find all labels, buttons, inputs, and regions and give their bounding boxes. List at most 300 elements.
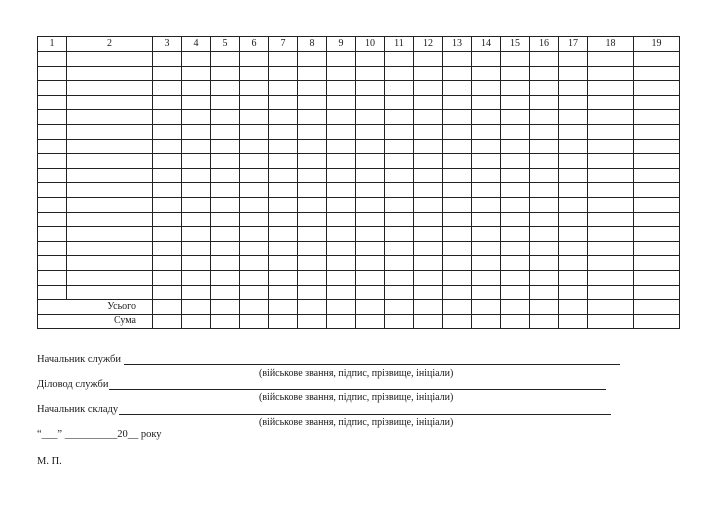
table-cell — [240, 314, 269, 329]
table-cell — [356, 81, 385, 96]
table-cell — [443, 66, 472, 81]
table-cell — [559, 124, 588, 139]
table-cell — [38, 285, 67, 300]
table-cell — [634, 124, 680, 139]
table-cell — [327, 66, 356, 81]
table-cell — [472, 168, 501, 183]
table-cell — [530, 285, 559, 300]
table-cell — [153, 227, 182, 242]
table-cell — [414, 168, 443, 183]
table-cell — [153, 154, 182, 169]
table-cell — [38, 110, 67, 125]
table-cell — [269, 168, 298, 183]
table-cell — [472, 124, 501, 139]
table-cell — [38, 95, 67, 110]
table-row — [38, 66, 680, 81]
table-cell — [38, 66, 67, 81]
table-cell — [501, 314, 530, 329]
table-row — [38, 139, 680, 154]
table-cell — [211, 212, 240, 227]
table-cell — [588, 227, 634, 242]
table-cell — [414, 124, 443, 139]
table-cell — [298, 52, 327, 67]
table-cell — [211, 124, 240, 139]
table-cell — [530, 212, 559, 227]
table-cell — [356, 270, 385, 285]
table-cell — [414, 285, 443, 300]
table-cell — [327, 197, 356, 212]
table-cell — [153, 139, 182, 154]
table-cell — [327, 241, 356, 256]
table-cell — [67, 52, 153, 67]
table-cell — [472, 95, 501, 110]
table-cell — [501, 183, 530, 198]
signature-line-clerk — [109, 389, 606, 390]
table-cell — [38, 256, 67, 271]
table-cell — [211, 300, 240, 315]
table-cell — [298, 197, 327, 212]
table-cell — [501, 139, 530, 154]
table-cell — [634, 197, 680, 212]
table-cell — [530, 241, 559, 256]
table-cell — [240, 124, 269, 139]
table-cell — [38, 197, 67, 212]
table-cell — [588, 314, 634, 329]
table-cell — [472, 256, 501, 271]
sum-label: Сума — [38, 314, 153, 329]
table-cell — [559, 52, 588, 67]
ledger-table — [37, 36, 680, 329]
table-cell — [559, 66, 588, 81]
table-cell — [472, 227, 501, 242]
table-cell — [588, 139, 634, 154]
table-cell — [67, 95, 153, 110]
table-cell — [356, 110, 385, 125]
table-cell — [443, 52, 472, 67]
table-cell — [634, 52, 680, 67]
table-cell — [327, 52, 356, 67]
table-row — [38, 183, 680, 198]
table-row — [38, 124, 680, 139]
table-cell — [240, 285, 269, 300]
table-cell — [530, 197, 559, 212]
table-cell — [182, 124, 211, 139]
table-cell — [414, 154, 443, 169]
table-cell — [269, 81, 298, 96]
table-cell — [153, 285, 182, 300]
table-cell — [559, 110, 588, 125]
column-header-8: 8 — [298, 37, 327, 52]
table-cell — [414, 197, 443, 212]
table-cell — [559, 183, 588, 198]
table-cell — [67, 285, 153, 300]
table-cell — [385, 95, 414, 110]
table-cell — [153, 300, 182, 315]
table-cell — [634, 154, 680, 169]
table-cell — [634, 241, 680, 256]
table-cell — [472, 154, 501, 169]
table-cell — [501, 66, 530, 81]
table-cell — [634, 212, 680, 227]
table-cell — [38, 241, 67, 256]
column-header-3: 3 — [153, 37, 182, 52]
table-cell — [559, 95, 588, 110]
table-cell — [240, 139, 269, 154]
table-cell — [356, 95, 385, 110]
table-cell — [443, 212, 472, 227]
table-row — [38, 227, 680, 242]
table-cell — [634, 183, 680, 198]
table-cell — [269, 124, 298, 139]
table-cell — [182, 270, 211, 285]
table-cell — [501, 300, 530, 315]
table-cell — [472, 139, 501, 154]
table-cell — [153, 81, 182, 96]
table-cell — [298, 124, 327, 139]
table-cell — [634, 95, 680, 110]
table-cell — [298, 154, 327, 169]
table-cell — [211, 241, 240, 256]
table-cell — [385, 270, 414, 285]
table-cell — [240, 66, 269, 81]
table-cell — [153, 95, 182, 110]
table-cell — [182, 300, 211, 315]
table-cell — [443, 81, 472, 96]
table-cell — [38, 183, 67, 198]
table-cell — [269, 256, 298, 271]
table-cell — [356, 183, 385, 198]
table-row — [38, 154, 680, 169]
table-cell — [153, 183, 182, 198]
table-cell — [182, 285, 211, 300]
table-cell — [211, 183, 240, 198]
table-cell — [472, 314, 501, 329]
table-cell — [38, 168, 67, 183]
table-cell — [269, 183, 298, 198]
table-cell — [443, 168, 472, 183]
table-row — [38, 285, 680, 300]
table-cell — [634, 270, 680, 285]
table-cell — [588, 300, 634, 315]
table-cell — [182, 81, 211, 96]
table-cell — [153, 256, 182, 271]
table-cell — [38, 270, 67, 285]
table-cell — [530, 95, 559, 110]
column-header-18: 18 — [588, 37, 634, 52]
table-cell — [530, 52, 559, 67]
table-cell — [634, 139, 680, 154]
total-label: Усього — [38, 300, 153, 315]
table-cell — [530, 300, 559, 315]
table-cell — [298, 212, 327, 227]
table-cell — [356, 227, 385, 242]
table-cell — [269, 270, 298, 285]
table-cell — [298, 183, 327, 198]
table-cell — [38, 81, 67, 96]
table-cell — [414, 139, 443, 154]
table-cell — [153, 314, 182, 329]
table-cell — [269, 300, 298, 315]
table-cell — [269, 66, 298, 81]
table-row — [38, 110, 680, 125]
column-header-2: 2 — [67, 37, 153, 52]
table-cell — [385, 197, 414, 212]
table-cell — [443, 241, 472, 256]
table-cell — [298, 300, 327, 315]
table-cell — [211, 52, 240, 67]
table-cell — [327, 227, 356, 242]
table-cell — [634, 66, 680, 81]
table-cell — [634, 168, 680, 183]
table-row — [38, 241, 680, 256]
table-cell — [67, 270, 153, 285]
table-cell — [530, 139, 559, 154]
table-cell — [588, 212, 634, 227]
table-cell — [269, 197, 298, 212]
table-cell — [414, 300, 443, 315]
table-cell — [501, 197, 530, 212]
signature-label-warehouse-chief: Начальник складу — [37, 404, 119, 415]
table-cell — [414, 227, 443, 242]
table-cell — [443, 227, 472, 242]
table-cell — [211, 256, 240, 271]
table-cell — [298, 285, 327, 300]
table-cell — [182, 183, 211, 198]
table-cell — [153, 241, 182, 256]
table-cell — [501, 81, 530, 96]
table-cell — [472, 52, 501, 67]
table-cell — [530, 66, 559, 81]
table-cell — [182, 154, 211, 169]
table-cell — [240, 256, 269, 271]
table-cell — [298, 256, 327, 271]
table-row — [38, 256, 680, 271]
table-cell — [67, 66, 153, 81]
table-cell — [211, 154, 240, 169]
table-cell — [327, 95, 356, 110]
table-cell — [559, 300, 588, 315]
table-cell — [443, 197, 472, 212]
table-cell — [67, 212, 153, 227]
table-cell — [327, 124, 356, 139]
table-cell — [472, 212, 501, 227]
table-cell — [67, 183, 153, 198]
table-cell — [240, 81, 269, 96]
table-cell — [356, 285, 385, 300]
table-cell — [559, 270, 588, 285]
table-cell — [559, 81, 588, 96]
table-cell — [530, 124, 559, 139]
table-cell — [269, 285, 298, 300]
table-cell — [414, 241, 443, 256]
table-cell — [414, 270, 443, 285]
table-cell — [443, 139, 472, 154]
table-cell — [153, 52, 182, 67]
table-cell — [588, 124, 634, 139]
table-cell — [182, 212, 211, 227]
table-cell — [501, 95, 530, 110]
table-cell — [588, 270, 634, 285]
table-cell — [240, 197, 269, 212]
table-cell — [501, 285, 530, 300]
table-cell — [634, 300, 680, 315]
table-cell — [240, 212, 269, 227]
table-cell — [182, 256, 211, 271]
table-cell — [211, 110, 240, 125]
table-cell — [182, 314, 211, 329]
table-cell — [240, 95, 269, 110]
table-cell — [240, 154, 269, 169]
table-cell — [588, 256, 634, 271]
table-cell — [385, 139, 414, 154]
table-cell — [588, 81, 634, 96]
table-cell — [385, 241, 414, 256]
table-cell — [356, 154, 385, 169]
table-cell — [501, 52, 530, 67]
table-cell — [472, 285, 501, 300]
table-cell — [298, 314, 327, 329]
table-cell — [356, 300, 385, 315]
table-cell — [327, 285, 356, 300]
table-cell — [240, 227, 269, 242]
table-cell — [67, 241, 153, 256]
column-header-16: 16 — [530, 37, 559, 52]
table-cell — [559, 285, 588, 300]
table-cell — [211, 66, 240, 81]
table-cell — [327, 154, 356, 169]
table-cell — [298, 95, 327, 110]
table-cell — [559, 154, 588, 169]
table-cell — [501, 270, 530, 285]
table-cell — [501, 256, 530, 271]
table-cell — [588, 110, 634, 125]
table-cell — [356, 314, 385, 329]
table-cell — [240, 183, 269, 198]
table-cell — [298, 241, 327, 256]
table-cell — [443, 95, 472, 110]
table-cell — [634, 256, 680, 271]
table-cell — [356, 139, 385, 154]
table-row — [38, 52, 680, 67]
table-cell — [559, 212, 588, 227]
table-row — [38, 197, 680, 212]
column-header-13: 13 — [443, 37, 472, 52]
table-cell — [182, 197, 211, 212]
table-cell — [153, 124, 182, 139]
column-header-19: 19 — [634, 37, 680, 52]
stamp-placeholder: М. П. — [37, 456, 62, 467]
table-cell — [269, 314, 298, 329]
table-cell — [38, 52, 67, 67]
table-cell — [356, 66, 385, 81]
table-cell — [472, 110, 501, 125]
table-cell — [211, 285, 240, 300]
table-cell — [414, 81, 443, 96]
table-cell — [269, 212, 298, 227]
table-row — [38, 270, 680, 285]
table-cell — [269, 241, 298, 256]
table-cell — [414, 52, 443, 67]
table-cell — [67, 110, 153, 125]
table-cell — [182, 168, 211, 183]
table-cell — [298, 168, 327, 183]
table-cell — [153, 212, 182, 227]
table-cell — [634, 227, 680, 242]
column-header-4: 4 — [182, 37, 211, 52]
table-cell — [67, 154, 153, 169]
table-cell — [501, 124, 530, 139]
table-cell — [501, 110, 530, 125]
table-cell — [240, 300, 269, 315]
table-cell — [414, 183, 443, 198]
table-cell — [385, 81, 414, 96]
table-cell — [67, 197, 153, 212]
table-cell — [269, 95, 298, 110]
table-cell — [588, 95, 634, 110]
table-cell — [530, 314, 559, 329]
table-cell — [472, 183, 501, 198]
table-cell — [530, 81, 559, 96]
table-cell — [588, 154, 634, 169]
table-cell — [182, 241, 211, 256]
signature-label-service-chief: Начальник служби — [37, 354, 121, 365]
table-cell — [530, 256, 559, 271]
table-cell — [356, 197, 385, 212]
table-cell — [153, 197, 182, 212]
signature-line-warehouse-chief — [119, 414, 611, 415]
table-cell — [211, 270, 240, 285]
table-cell — [327, 256, 356, 271]
table-cell — [269, 52, 298, 67]
table-cell — [240, 168, 269, 183]
signature-hint-service-chief: (військове звання, підпис, прізвище, ініціали) — [259, 368, 454, 379]
table-cell — [298, 227, 327, 242]
table-cell — [356, 256, 385, 271]
table-cell — [559, 241, 588, 256]
table-cell — [634, 81, 680, 96]
table-cell — [530, 154, 559, 169]
table-cell — [269, 154, 298, 169]
total-row — [38, 300, 680, 315]
table-cell — [530, 110, 559, 125]
table-cell — [67, 256, 153, 271]
table-cell — [414, 212, 443, 227]
table-cell — [443, 183, 472, 198]
table-cell — [530, 270, 559, 285]
table-cell — [385, 124, 414, 139]
date-line: “___” __________20__ року — [37, 429, 162, 440]
column-header-11: 11 — [385, 37, 414, 52]
table-cell — [634, 285, 680, 300]
table-cell — [182, 227, 211, 242]
column-header-1: 1 — [38, 37, 67, 52]
table-cell — [356, 212, 385, 227]
table-row — [38, 168, 680, 183]
table-cell — [298, 139, 327, 154]
table-cell — [530, 168, 559, 183]
table-cell — [269, 227, 298, 242]
table-cell — [414, 256, 443, 271]
table-cell — [38, 124, 67, 139]
table-cell — [153, 110, 182, 125]
table-cell — [153, 168, 182, 183]
table-cell — [240, 270, 269, 285]
table-cell — [327, 183, 356, 198]
table-cell — [501, 241, 530, 256]
signature-hint-warehouse-chief: (військове звання, підпис, прізвище, ініціали) — [259, 417, 454, 428]
table-cell — [67, 227, 153, 242]
table-cell — [559, 168, 588, 183]
